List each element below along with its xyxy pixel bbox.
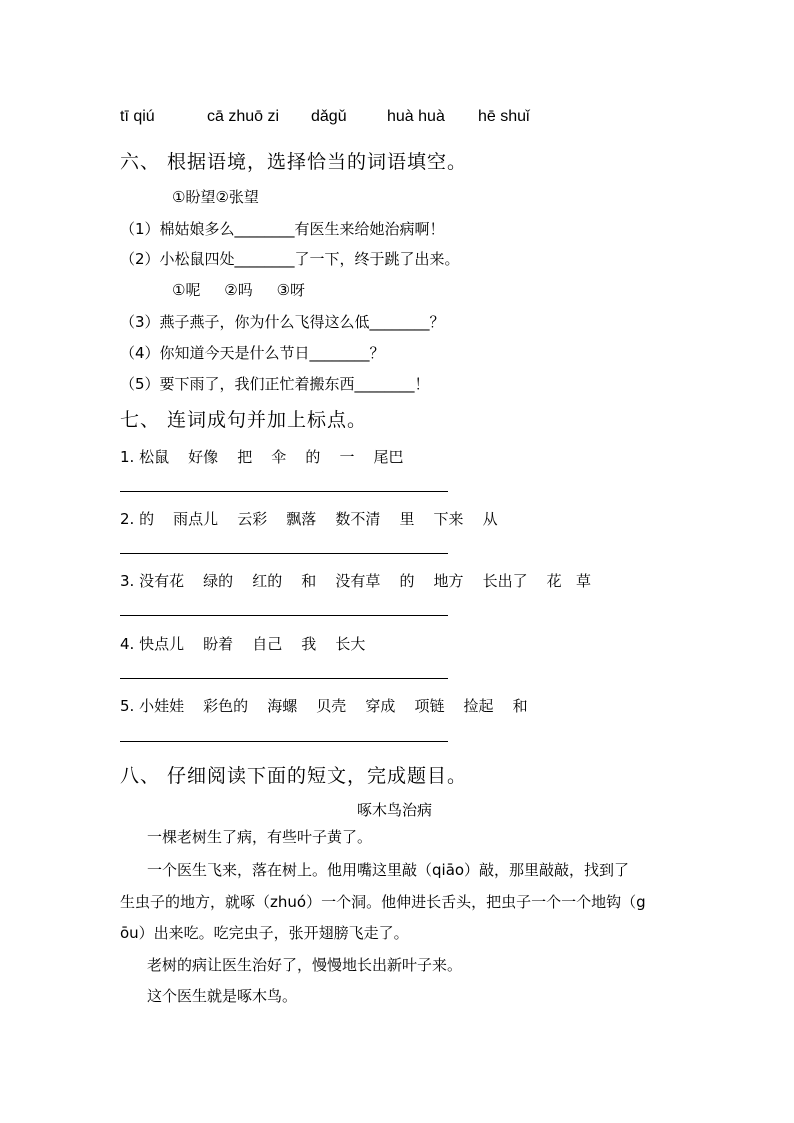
section-6-question-1: （1）棉姑娘多么________有医生来给她治病啊！ — [120, 220, 445, 238]
sentence-item-1: 1. 松鼠 好像 把 伞 的 一 尾巴 — [120, 448, 404, 466]
section-6-question-5: （5）要下雨了，我们正忙着搬东西________！ — [120, 375, 430, 393]
story-paragraph-4: 这个医生就是啄木鸟。 — [147, 987, 298, 1005]
story-title: 啄木鸟治病 — [357, 801, 433, 819]
story-paragraph-3: 老树的病让医生治好了，慢慢地长出新叶子来。 — [147, 956, 463, 974]
story-paragraph-2-line-1: 一个医生飞来，落在树上。他用嘴这里敲（qiāo）敲，那里敲敲，找到了 — [147, 861, 630, 879]
section-6-options-1: ①盼望②张望 — [172, 188, 259, 206]
pinyin-5: hē shuǐ — [478, 108, 530, 125]
section-6-options-2: ①呢 ②吗 ③呀 — [172, 281, 306, 299]
sentence-item-4: 4. 快点儿 盼着 自己 我 长大 — [120, 635, 366, 653]
answer-line-2 — [120, 553, 448, 554]
answer-line-1 — [120, 491, 448, 492]
section-6-question-2: （2）小松鼠四处________了一下，终于跳了出来。 — [120, 250, 460, 268]
pinyin-1: tī qiú — [120, 108, 155, 125]
section-6-title: 六、 根据语境，选择恰当的词语填空。 — [120, 151, 468, 173]
story-paragraph-2-line-2: 生虫子的地方，就啄（zhuó）一个洞。他伸进长舌头，把虫子一个一个地钩（g — [120, 893, 646, 911]
answer-line-4 — [120, 678, 448, 679]
section-7-title: 七、 连词成句并加上标点。 — [120, 409, 368, 431]
section-6-question-4: （4）你知道今天是什么节日________？ — [120, 344, 385, 362]
section-6-question-3: （3）燕子燕子，你为什么飞得这么低________？ — [120, 313, 445, 331]
pinyin-3: dǎgǔ — [311, 108, 347, 125]
story-paragraph-1: 一棵老树生了病，有些叶子黄了。 — [147, 828, 373, 846]
sentence-item-2: 2. 的 雨点儿 云彩 飘落 数不清 里 下来 从 — [120, 510, 498, 528]
pinyin-2: cā zhuō zi — [207, 108, 280, 125]
answer-line-5 — [120, 741, 448, 742]
pinyin-4: huà huà — [387, 108, 445, 125]
section-8-title: 八、 仔细阅读下面的短文，完成题目。 — [120, 765, 468, 787]
answer-line-3 — [120, 615, 448, 616]
sentence-item-5: 5. 小娃娃 彩色的 海螺 贝壳 穿成 项链 捡起 和 — [120, 697, 528, 715]
sentence-item-3: 3. 没有花 绿的 红的 和 没有草 的 地方 长出了 花 草 — [120, 572, 591, 590]
story-paragraph-2-line-3: ōu）出来吃。吃完虫子，张开翅膀飞走了。 — [120, 924, 409, 942]
